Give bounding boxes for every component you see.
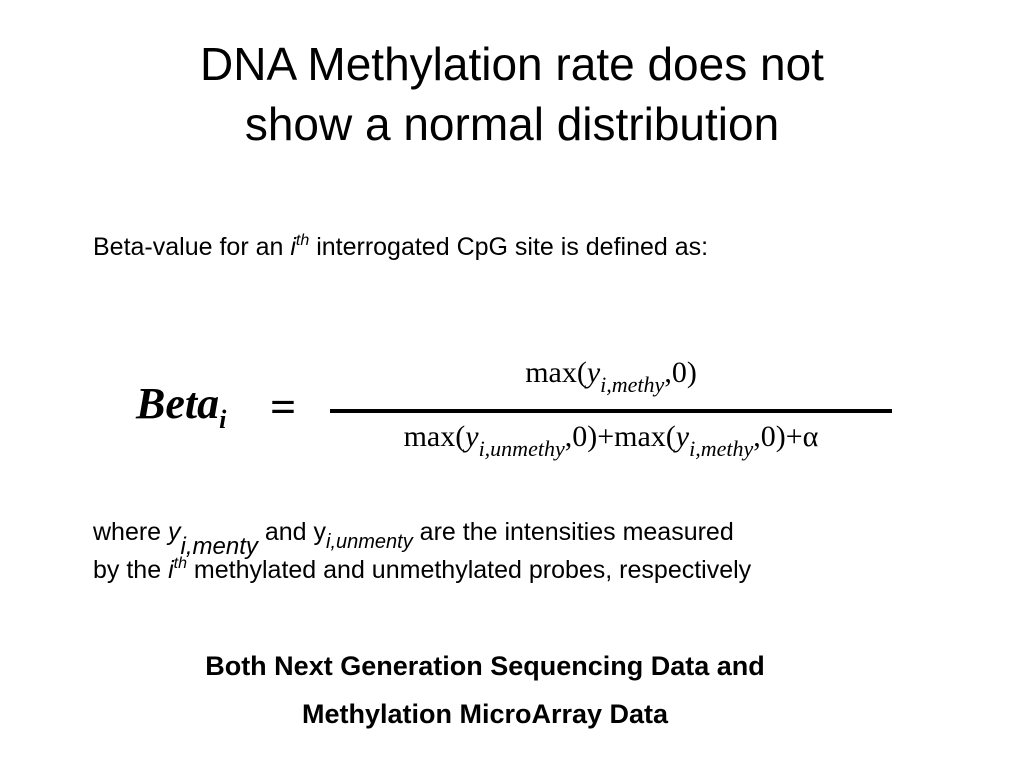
den-end: ,0)+α: [753, 420, 819, 453]
bottom-statement: [0, 642, 970, 738]
formula-lhs: [136, 378, 226, 435]
intro-after: interrogated CpG site is defined as:: [309, 233, 709, 261]
title-line-1: DNA Methylation rate does not: [200, 38, 824, 90]
slide-title: [0, 34, 1024, 154]
title-line-2: show a normal distribution: [244, 98, 780, 150]
num-end: ,0): [664, 356, 697, 389]
num-max: max(: [525, 356, 587, 389]
where-line-2: [93, 554, 973, 586]
where-th: th: [173, 555, 187, 572]
where-y1: y: [168, 518, 181, 546]
den-sub2: i,methy: [689, 436, 754, 461]
intro-i: i: [290, 233, 296, 261]
den-max1: max(: [403, 420, 466, 453]
bottom-line-1: Both Next Generation Sequencing Data and: [205, 651, 765, 681]
where-i: i: [168, 556, 174, 584]
where-sub2: i,unmenty: [326, 531, 413, 553]
where-rest1: are the intensities measured: [412, 518, 734, 546]
den-sub1: i,unmethy: [478, 436, 565, 461]
intro-text: [93, 230, 708, 264]
formula-lhs-sub: i: [219, 405, 227, 434]
num-y: y: [586, 356, 601, 389]
where-rest2: methylated and unmethylated probes, respectively: [186, 556, 752, 584]
where-text: [93, 516, 973, 586]
intro-th: th: [295, 232, 310, 249]
formula-beta: Beta: [136, 379, 220, 428]
where-and: and y: [257, 518, 327, 546]
where-sub1: i,menty: [180, 533, 258, 560]
den-mid: ,0)+max(: [564, 420, 676, 453]
den-y1: y: [465, 420, 479, 453]
formula-numerator: [330, 356, 892, 398]
where-w1: where: [93, 518, 169, 546]
bottom-line-2: Methylation MicroArray Data: [301, 699, 669, 729]
fraction-bar: [330, 409, 892, 413]
where-by: by the: [93, 556, 169, 584]
den-y2: y: [675, 420, 690, 453]
beta-formula: [130, 350, 910, 480]
num-sub: i,methy: [600, 372, 665, 397]
formula-denominator: [330, 420, 892, 462]
intro-before: Beta-value for an: [93, 233, 291, 261]
formula-equals: =: [270, 381, 297, 432]
